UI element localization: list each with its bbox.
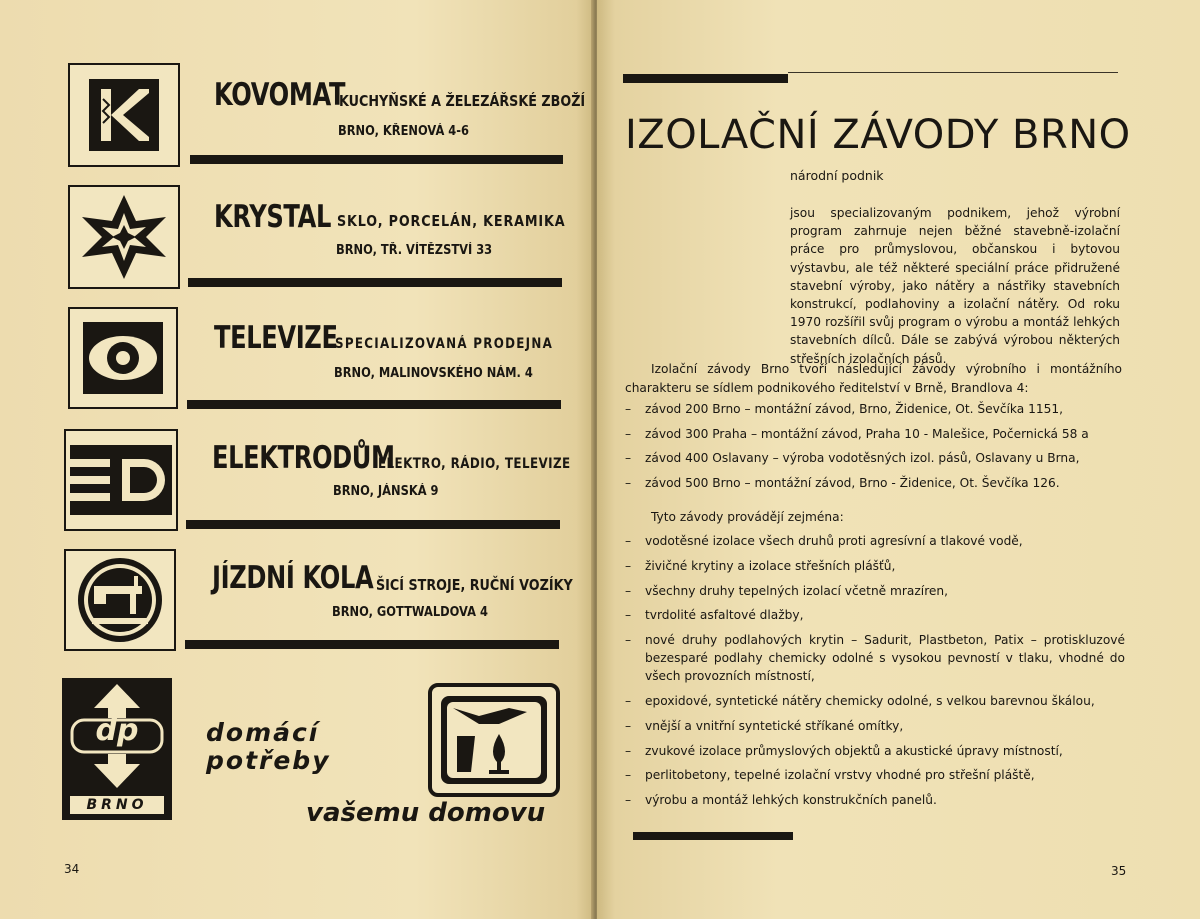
kovomat-k-logo (68, 63, 180, 167)
brand-name: ELEKTRODŮM (212, 440, 395, 476)
dp-tagline-line2: potřeby (206, 746, 331, 775)
glass-and-bird-icon (439, 694, 549, 786)
elektrodum-ed-logo (64, 429, 178, 531)
activities-list (625, 532, 1125, 816)
list-item: – tvrdolité asfaltové dlažby, (625, 606, 1125, 624)
list-item: – závod 400 Oslavany – výroba vodotěsných izol. pásů, Oslavany u Brna, (625, 449, 1125, 467)
brand-name: JÍZDNÍ KOLA (212, 560, 374, 596)
dp-logo-text: dp (95, 713, 139, 748)
plants-intro-paragraph: Izolační závody Brno tvoří následující závody výrobního i montážního charakteru se sídlem podnikového ředitelství v Brně, Brandlova 4: (625, 362, 1122, 395)
brand-name: KRYSTAL (214, 199, 331, 235)
dp-city: BRNO (86, 797, 148, 813)
brand-description: SPECIALIZOVANÁ PRODEJNA (335, 336, 554, 352)
left-page (0, 0, 594, 919)
slogan: vašemu domovu (306, 798, 546, 828)
title-rule-thin (788, 72, 1118, 73)
brand-name: TELEVIZE (214, 320, 338, 356)
brand-address: BRNO, GOTTWALDOVA 4 (332, 605, 488, 620)
brand-description: ELEKTRO, RÁDIO, TELEVIZE (378, 456, 571, 472)
list-item: – nové druhy podlahových krytin – Sadurit, Plastbeton, Patix – protiskluzové bezesparé podlahy chemicky odolné s vysokou pevností v tlaku, vhodné do všech provozních místností, (625, 631, 1125, 685)
televize-eye-logo (68, 307, 178, 409)
list-item: – živičné krytiny a izolace střešních plášťů, (625, 557, 1125, 575)
dp-tagline-line1: domácí (206, 718, 320, 747)
brand-address: BRNO, TŘ. VÍTĚZSTVÍ 33 (336, 243, 493, 258)
page-number: 35 (1111, 864, 1127, 878)
brand-description: ŠICÍ STROJE, RUČNÍ VOZÍKY (376, 576, 573, 594)
divider-rule (190, 155, 563, 164)
page-subtitle: národní podnik (790, 168, 884, 183)
list-item: – vnější a vnitřní syntetické stříkané omítky, (625, 717, 1125, 735)
list-item: – zvukové izolace průmyslových objektů a akustické úpravy místností, (625, 742, 1125, 760)
list-item: – epoxidové, syntetické nátěry chemicky odolné, s velkou barevnou škálou, (625, 692, 1125, 710)
list-item: – závod 200 Brno – montážní závod, Brno, Židenice, Ot. Ševčíka 1151, (625, 400, 1125, 418)
household-logo (428, 683, 560, 797)
intro-paragraph: jsou specializovaným podnikem, jehož výrobní program zahrnuje nejen běžné stavebně-izolační práce pro průmyslovou, občanskou i bytovou výstavbu, ale též některé speciální práce přidružené stavební výroby, jako nátěry a nástřiky stavebních konstrukcí, podlahoviny a izolační nátěry. Od roku 1970 rozšířil svůj program o výrobu a montáž lehkých stavebních dílců. Dále se zabývá výrobou některých střešních izolačních pásů. (790, 206, 1120, 366)
brand-description: KUCHYŇSKÉ A ŽELEZÁŘSKÉ ZBOŽÍ (339, 92, 586, 110)
brand-address: BRNO, MALINOVSKÉHO NÁM. 4 (334, 366, 533, 381)
page-title: IZOLAČNÍ ZÁVODY BRNO (625, 112, 1131, 158)
right-page (597, 0, 1200, 919)
brand-name: KOVOMAT (214, 77, 346, 113)
sewing-machine-logo (64, 549, 176, 651)
divider-rule (186, 520, 560, 529)
brand-description: SKLO, PORCELÁN, KERAMIKA (337, 212, 566, 230)
divider-rule (188, 278, 562, 287)
divider-rule (185, 640, 559, 649)
list-item: – všechny druhy tepelných izolací včetně mrazíren, (625, 582, 1125, 600)
list-item: – závod 500 Brno – montážní závod, Brno - Židenice, Ot. Ševčíka 126. (625, 474, 1125, 492)
title-rule-thick (623, 74, 788, 83)
plants-list (625, 400, 1125, 498)
eye-icon (83, 322, 163, 394)
divider-rule (187, 400, 561, 409)
brand-address: BRNO, KŘENOVÁ 4-6 (338, 124, 469, 139)
k-letter-icon (89, 79, 159, 151)
list-item: – perlitobetony, tepelné izolační vrstvy vhodné pro střešní pláště, (625, 766, 1125, 784)
bottom-rule (633, 832, 793, 840)
list-item: – závod 300 Praha – montážní závod, Praha 10 - Malešice, Počernická 58 a (625, 425, 1125, 443)
dp-logo (62, 678, 172, 820)
list-item: – výrobu a montáž lehkých konstrukčních panelů. (625, 791, 1125, 809)
krystal-star-logo (68, 185, 180, 289)
sewing-machine-icon (74, 556, 166, 644)
activities-intro: Tyto závody provádějí zejména: (651, 510, 844, 524)
page-number: 34 (64, 862, 80, 876)
list-item: – vodotěsné izolace všech druhů proti agresívní a tlakové vodě, (625, 532, 1125, 550)
ed-letters-icon (70, 445, 172, 515)
brand-address: BRNO, JÁNSKÁ 9 (333, 484, 439, 499)
star-icon (74, 191, 174, 283)
